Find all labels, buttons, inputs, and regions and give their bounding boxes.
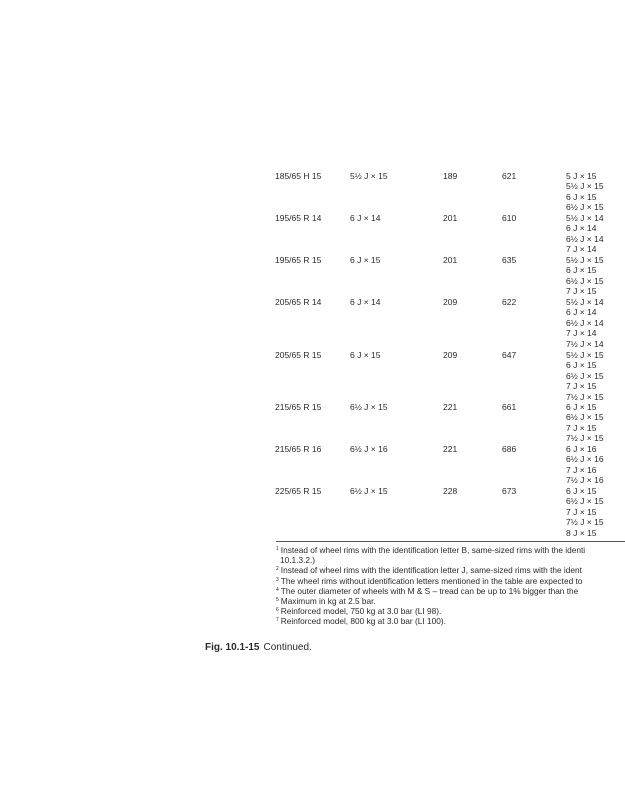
table-cell-alt-rim: 6½ J × 15 xyxy=(566,275,604,286)
footnote xyxy=(276,606,625,616)
table-cell-alt-rim: 6 J × 15 xyxy=(566,360,597,371)
table-cell-alt-rim: 6½ J × 15 xyxy=(566,496,604,507)
table-cell-rim: 6½ J × 15 xyxy=(350,402,388,412)
table-cell-alt-rim: 8 J × 15 xyxy=(566,527,597,538)
table-cell-size: 205/65 R 14 xyxy=(275,297,322,307)
table-cell-alt-rim: 7 J × 15 xyxy=(566,381,597,392)
footnote-text: Instead of wheel rims with the identification letter J, same-sized rims with the ident xyxy=(280,565,582,576)
table-cell-size: 215/65 R 16 xyxy=(275,444,322,454)
footnote xyxy=(276,545,625,555)
footnote-text: The wheel rims without identification letters mentioned in the table are expected to xyxy=(280,575,583,586)
footnote xyxy=(276,616,625,626)
footnote-text: Instead of wheel rims with the identification letter B, same-sized rims with the identi xyxy=(280,545,586,555)
table-cell-rim: 5½ J × 15 xyxy=(350,171,388,181)
table-cell-diameter: 610 xyxy=(502,213,517,223)
table-cell-diameter: 647 xyxy=(502,350,517,360)
table-cell-diameter: 661 xyxy=(502,402,517,412)
table-cell-alt-rim: 6½ J × 14 xyxy=(566,317,604,328)
footnote-text: The outer diameter of wheels with M & S – tread can be up to 1% bigger than the xyxy=(280,585,579,596)
table-cell-width: 189 xyxy=(443,171,458,181)
footnote-mark: 7 xyxy=(276,617,279,624)
table-cell-alt-rim: 7½ J × 14 xyxy=(566,338,604,349)
table-cell-rim: 6½ J × 16 xyxy=(350,444,388,454)
table-cell-alt-rim: 7½ J × 15 xyxy=(566,391,604,402)
table-cell-rim: 6 J × 14 xyxy=(350,297,381,307)
table-cell-size: 215/65 R 15 xyxy=(275,402,322,412)
footnotes xyxy=(276,545,625,627)
table-cell-alt-rim: 6 J × 15 xyxy=(566,486,597,496)
table-cell-alt-rim: 7½ J × 16 xyxy=(566,475,604,486)
table-cell-diameter: 621 xyxy=(502,171,517,181)
table-cell-alt-rim: 5½ J × 14 xyxy=(566,213,604,223)
table-cell-size: 205/65 R 15 xyxy=(275,350,322,360)
footnote-text: Maximum in kg at 2.5 bar. xyxy=(280,596,376,607)
footnote-mark: 2 xyxy=(276,566,279,573)
table-cell-alt-rim: 6½ J × 15 xyxy=(566,202,604,213)
table-cell-alt-rim: 6 J × 15 xyxy=(566,191,597,202)
table-cell-alt-rim: 7 J × 15 xyxy=(566,422,597,433)
table-cell-diameter: 673 xyxy=(502,486,517,496)
table-cell-diameter: 686 xyxy=(502,444,517,454)
table-cell-width: 228 xyxy=(443,486,458,496)
figure-label: Fig. 10.1-15 xyxy=(205,642,260,653)
table-cell-rim: 6½ J × 15 xyxy=(350,486,388,496)
figure-caption-text: Continued. xyxy=(263,642,312,653)
table-cell-alt-rim: 7 J × 15 xyxy=(566,506,597,517)
footnote-divider xyxy=(276,541,625,542)
table-cell-width: 201 xyxy=(443,213,458,223)
table-cell-diameter: 622 xyxy=(502,297,517,307)
table-cell-size: 185/65 H 15 xyxy=(275,171,322,181)
table-cell-alt-rim: 6 J × 15 xyxy=(566,402,597,412)
table-cell-alt-rim: 6½ J × 15 xyxy=(566,412,604,423)
table-cell-size: 195/65 R 15 xyxy=(275,255,322,265)
footnote-mark: 5 xyxy=(276,597,279,604)
table-cell-width: 221 xyxy=(443,444,458,454)
table-cell-alt-rim: 6½ J × 14 xyxy=(566,233,604,244)
table-cell-width: 201 xyxy=(443,255,458,265)
footnote-text: 10.1.3.2.) xyxy=(280,555,316,566)
table-cell-alt-rim: 6 J × 14 xyxy=(566,307,597,318)
table-cell-alt-rim: 6 J × 14 xyxy=(566,223,597,234)
table-cell-rim: 6 J × 14 xyxy=(350,213,381,223)
table-cell-alt-rim: 7 J × 14 xyxy=(566,244,597,255)
footnote xyxy=(276,555,625,565)
table-cell-alt-rim: 5½ J × 15 xyxy=(566,255,604,265)
table-cell-alt-rim: 7½ J × 15 xyxy=(566,433,604,444)
footnote-mark: 6 xyxy=(276,607,279,614)
table-cell-width: 221 xyxy=(443,402,458,412)
table-cell-alt-rim: 6½ J × 15 xyxy=(566,370,604,381)
table-cell-alt-rim: 5½ J × 15 xyxy=(566,350,604,360)
footnote-text: Reinforced model, 800 kg at 3.0 bar (LI 100). xyxy=(280,616,446,627)
table-cell-diameter: 635 xyxy=(502,255,517,265)
table-cell-alt-rim: 5 J × 15 xyxy=(566,171,597,181)
table-cell-width: 209 xyxy=(443,297,458,307)
table-cell-size: 225/65 R 15 xyxy=(275,486,322,496)
table-cell-alt-rim: 7 J × 15 xyxy=(566,286,597,297)
table-cell-alt-rim: 6½ J × 16 xyxy=(566,454,604,465)
footnote-text: Reinforced model, 750 kg at 3.0 bar (LI 98). xyxy=(280,606,442,617)
table-cell-alt-rim: 6 J × 15 xyxy=(566,265,597,276)
footnote xyxy=(276,576,625,586)
table-cell-rim: 6 J × 15 xyxy=(350,255,381,265)
table-cell-size: 195/65 R 14 xyxy=(275,213,322,223)
table-cell-rim: 6 J × 15 xyxy=(350,350,381,360)
table-cell-alt-rim: 5½ J × 14 xyxy=(566,297,604,307)
table-cell-alt-rim: 6 J × 16 xyxy=(566,444,597,454)
table-cell-alt-rim: 5½ J × 15 xyxy=(566,181,604,192)
footnote xyxy=(276,596,625,606)
table-cell-width: 209 xyxy=(443,350,458,360)
figure-caption xyxy=(205,642,312,653)
footnote-mark: 4 xyxy=(276,586,279,593)
table-cell-alt-rim: 7½ J × 15 xyxy=(566,517,604,528)
footnote-mark: 1 xyxy=(276,546,279,552)
footnote-mark: 3 xyxy=(276,576,279,583)
table-cell-alt-rim: 7 J × 16 xyxy=(566,464,597,475)
footnote xyxy=(276,565,625,575)
table-cell-alt-rim: 7 J × 14 xyxy=(566,328,597,339)
footnote xyxy=(276,586,625,596)
